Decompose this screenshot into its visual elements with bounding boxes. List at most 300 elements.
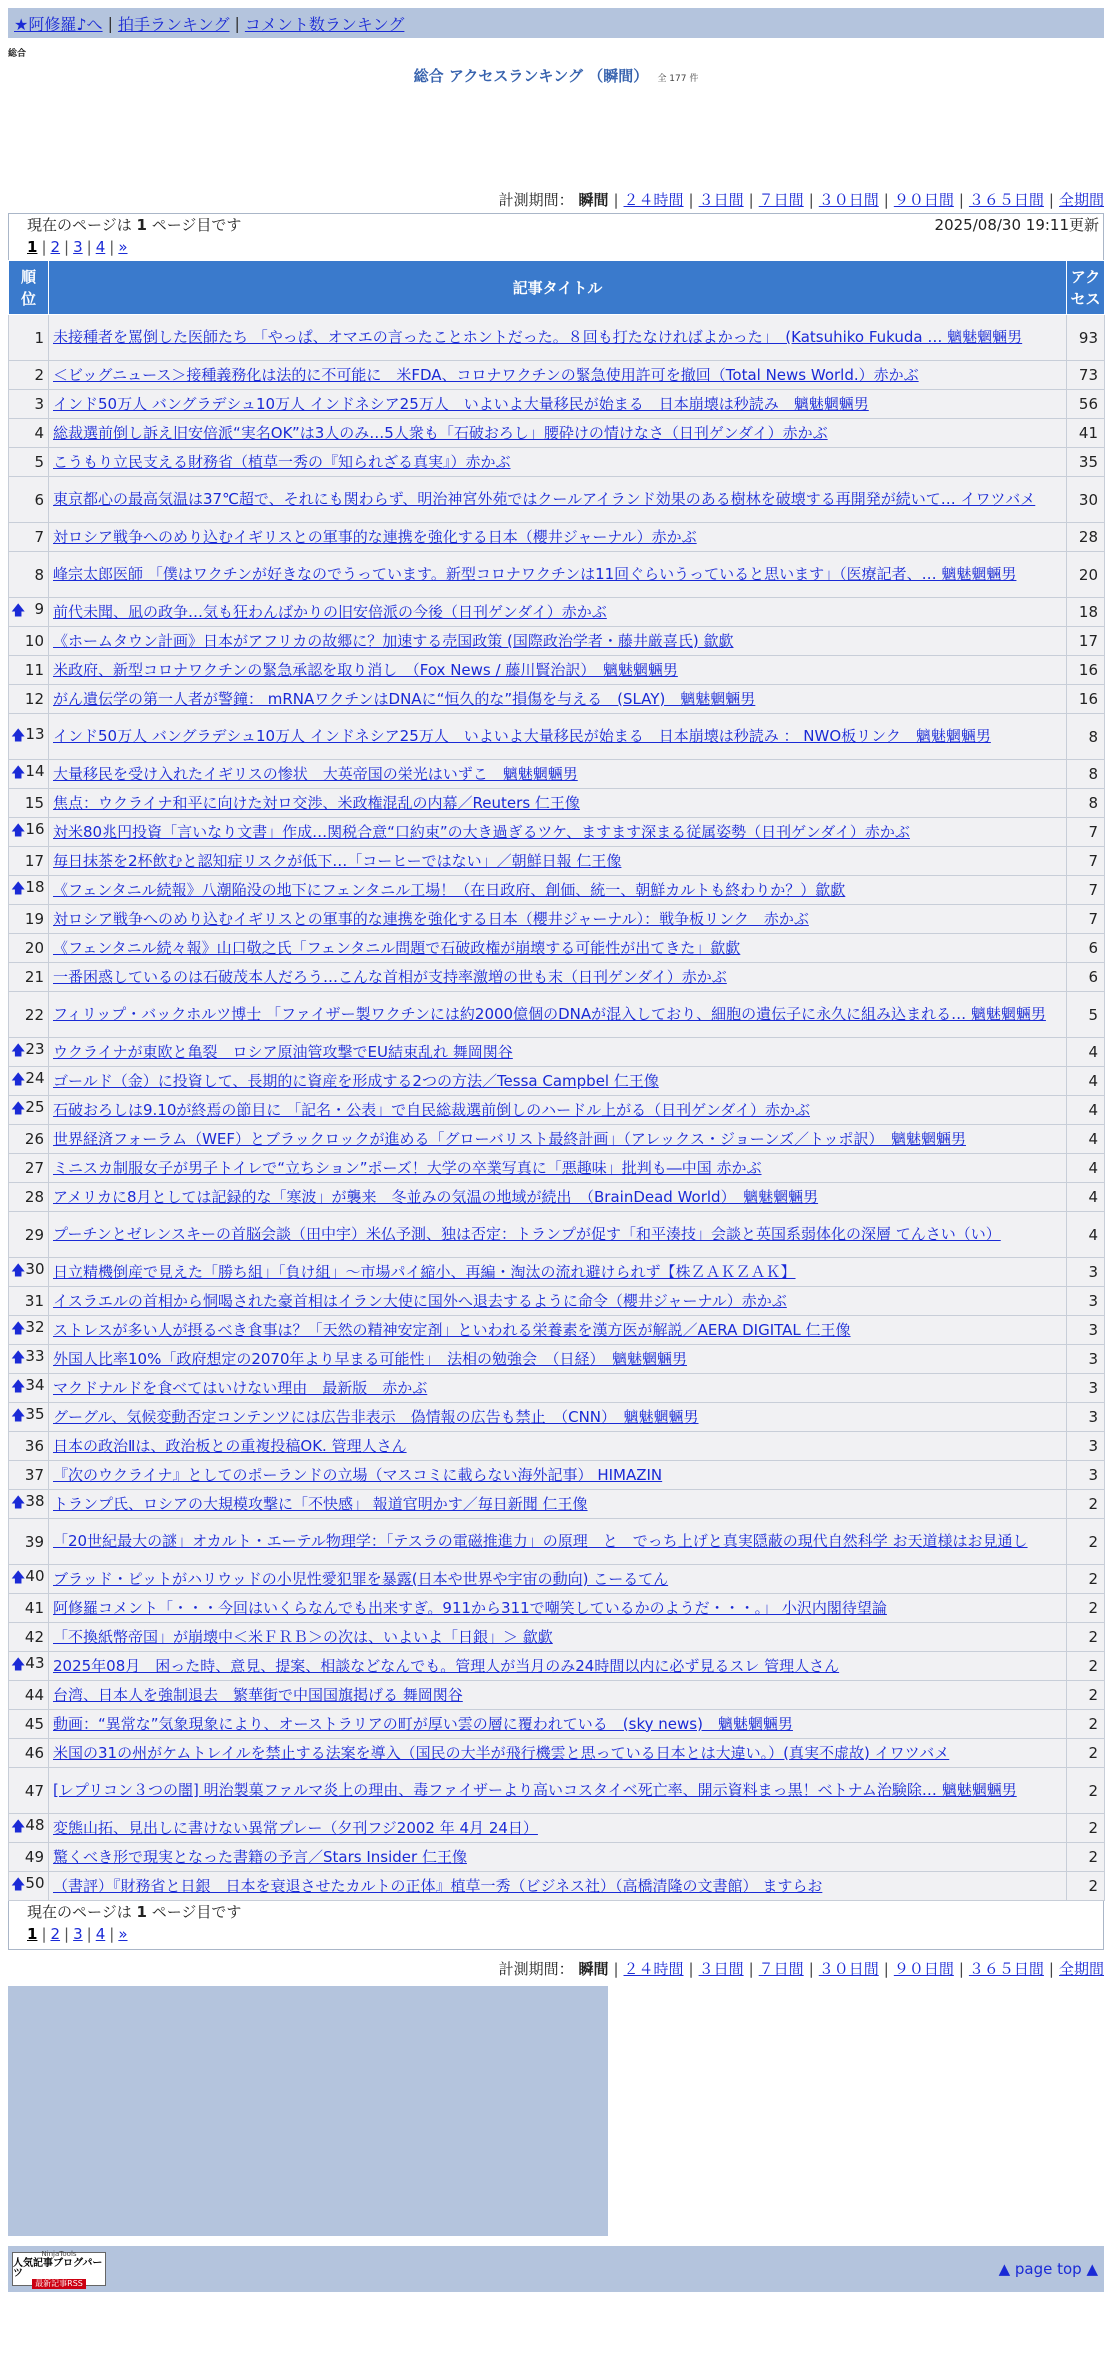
access-count: 17 [1067,627,1105,656]
access-count: 73 [1067,361,1105,390]
access-count: 2 [1067,1872,1105,1901]
access-count: 16 [1067,656,1105,685]
title-cell [49,448,1067,477]
table-row [9,598,1105,627]
table-row [9,876,1105,905]
table-row [9,1519,1105,1565]
title-cell [49,1814,1067,1843]
table-row [9,1652,1105,1681]
article-link[interactable]: アメリカに8月としては記録的な「寒波」が襲来 冬並みの気温の地域が続出 （BrainDead World） 魑魅魍魎男 [53,1187,819,1206]
up-arrow-icon: 🡅 [11,881,26,897]
rank-cell [9,1843,49,1872]
table-row [9,1374,1105,1403]
access-count: 16 [1067,685,1105,714]
page-separator: | [109,238,115,256]
rank-number: 32 [25,1318,45,1336]
article-link[interactable]: ウクライナが東欧と亀裂 ロシア原油管攻撃でEU結束乱れ 舞岡関谷 [53,1042,513,1061]
rank-number: 5 [34,453,44,471]
rank-cell [9,477,49,523]
title-cell [49,818,1067,847]
rank-number: 30 [25,1260,45,1278]
title-cell [49,1067,1067,1096]
table-row [9,1843,1105,1872]
page-link[interactable]: 2 [50,238,61,256]
rank-number: 36 [24,1437,44,1455]
ninja-tools-logo[interactable]: NinjaTools 人気記事ブログパーツ 最新記事RSS [12,2252,106,2286]
article-link[interactable]: 《フェンタニル続報》八潮陥没の地下にフェンタニル工場！（在日政府、創価、統一、朝鮮カルトも終わりか？）歙歔 [53,880,846,899]
rank-cell [9,552,49,598]
rank-number: 18 [25,878,45,896]
rank-cell [9,419,49,448]
rank-cell [9,685,49,714]
rank-number: 14 [25,762,45,780]
article-link[interactable]: （書評）『財務省と日銀 日本を衰退させたカルトの正体』植草一秀（ビジネス社）（高橋清隆の文書館） ますらお [53,1876,823,1895]
pager-top [8,213,1104,260]
table-row [9,315,1105,361]
current-page-number: 1 [27,1925,38,1943]
article-link[interactable]: 対ロシア戦争へのめり込むイギリスとの軍事的な連携を強化する日本（櫻井ジャーナル）：戦争板リンク 赤かぶ [53,909,809,928]
period-link[interactable]: ９０日間 [893,191,954,209]
article-link[interactable]: 台湾、日本人を強制退去 繁華街で中国国旗掲げる 舞岡関谷 [53,1685,463,1704]
article-link[interactable]: 対ロシア戦争へのめり込むイギリスとの軍事的な連携を強化する日本（櫻井ジャーナル）赤かぶ [53,527,697,546]
article-link[interactable]: 毎日抹茶を2杯飲むと認知症リスクが低下…「コーヒーではない」／朝鮮日報 仁王像 [53,851,622,870]
rank-cell [9,656,49,685]
table-row [9,847,1105,876]
table-row [9,714,1105,760]
article-link[interactable]: トランプ氏、ロシアの大規模攻撃に「不快感」 報道官明かす／毎日新聞 仁王像 [53,1494,588,1513]
table-row [9,789,1105,818]
table-row [9,1710,1105,1739]
article-link[interactable]: 米政府、新型コロナワクチンの緊急承認を取り消し （Fox News / 藤川賢治訳） 魑魅魍魎男 [53,660,678,679]
article-link[interactable]: 「不換紙幣帝国」が崩壊中＜米ＦＲＢ＞の次は、いよいよ「日銀」＞ 歙歔 [53,1627,553,1646]
article-link[interactable]: 米国の31の州がケムトレイルを禁止する法案を導入（国民の大半が飛行機雲と思っている日本とは大違い。）(真実不虚故) イワツバメ [53,1743,950,1762]
rank-number: 46 [24,1744,44,1762]
updated-time: 2025/08/30 19:11更新 [934,216,1099,234]
ad-block [8,1986,608,2236]
rank-number: 37 [24,1466,44,1484]
period-link[interactable]: ３０日間 [818,1960,879,1978]
rank-number: 41 [24,1599,44,1617]
table-row [9,1565,1105,1594]
comment-ranking-link[interactable]: コメント数ランキング [244,14,405,34]
table-row [9,1067,1105,1096]
rank-number: 42 [24,1628,44,1646]
rank-cell [9,1374,49,1403]
title-cell [49,1316,1067,1345]
access-count: 2 [1067,1565,1105,1594]
table-row [9,760,1105,789]
access-count: 3 [1067,1461,1105,1490]
rank-number: 4 [34,424,44,442]
access-count: 7 [1067,818,1105,847]
table-row [9,1872,1105,1901]
rank-cell [9,1739,49,1768]
rank-number: 11 [24,661,44,679]
up-arrow-icon: 🡅 [11,1263,26,1279]
access-count: 4 [1067,1183,1105,1212]
article-link[interactable]: ゴールド（金）に投資して、長期的に資産を形成する2つの方法／Tessa Campbel 仁王像 [53,1071,659,1090]
rank-cell [9,315,49,361]
table-row [9,963,1105,992]
rank-cell [9,1183,49,1212]
rank-cell [9,1814,49,1843]
article-link[interactable]: こうもり立民支える財務省（植草一秀の『知られざる真実』）赤かぶ [53,452,511,471]
rank-number: 10 [24,632,44,650]
title-header: 記事タイトル [49,261,1067,315]
article-link[interactable]: 「20世紀最大の謎」オカルト・エーテル物理学：「テスラの電磁推進力」の原理 と でっち上げと真実隠蔽の現代自然科学 お天道様はお見通し [53,1532,1028,1550]
period-link[interactable]: 全期間 [1058,1960,1104,1978]
page-separator: | [86,1925,92,1943]
rank-cell [9,1125,49,1154]
article-link[interactable]: 2025年08月 困った時、意見、提案、相談などなんでも。管理人が当月のみ24時間以内に必ず見るスレ 管理人さん [53,1656,840,1675]
up-arrow-icon: 🡅 [11,727,26,744]
rank-cell [9,992,49,1038]
page-top-link[interactable]: ▲ page top ▲ [998,2260,1098,2278]
table-row [9,1096,1105,1125]
rank-cell [9,1565,49,1594]
table-row [9,1345,1105,1374]
article-link[interactable]: フィリップ・バックホルツ博士 「ファイザー製ワクチンには約2000億個のDNAが混入しており、細胞の遺伝子に永久に組み込まれる… 魑魅魍魎男 [53,1005,1046,1023]
title-cell [49,419,1067,448]
article-link[interactable]: 『次のウクライナ』としてのポーランドの立場（マスコミに載らない海外記事） HIMAZIN [53,1465,663,1484]
rank-number: 27 [24,1159,44,1177]
period-link[interactable]: ３６５日間 [968,191,1044,209]
period-link[interactable]: ３０日間 [818,191,879,209]
title-cell [49,1565,1067,1594]
article-link[interactable]: 世界経済フォーラム（WEF）とブラックロックが進める「グローバリスト最終計画」（アレックス・ジョーンズ／トッポ訳） 魑魅魍魎男 [53,1129,966,1148]
title-cell [49,1461,1067,1490]
ad-space [0,87,1112,187]
rank-number: 3 [34,395,44,413]
article-link[interactable]: 《ホームタウン計画》日本がアフリカの故郷に？加速する売国政策 (国際政治学者・藤井厳喜氏) 歙歔 [53,631,734,650]
article-link[interactable]: 総裁選前倒し訴え旧安倍派“実名OK”は3人のみ…5人衆も「石破おろし」腰砕けの情けなさ（日刊ゲンダイ）赤かぶ [53,423,828,442]
period-separator: | [958,191,964,209]
table-row [9,1814,1105,1843]
rank-number: 25 [25,1098,45,1116]
period-link[interactable]: 全期間 [1058,191,1104,209]
article-link[interactable]: ミニスカ制服女子が男子トイレで“立ちション”ポーズ！大学の卒業写真に「悪趣味」批判も―中国 赤かぶ [53,1158,762,1177]
rank-number: 31 [24,1292,44,1310]
rank-header: 順位 [9,261,49,315]
page-link[interactable]: » [118,238,128,256]
article-link[interactable]: イスラエルの首相から恫喝された豪首相はイラン大使に国外へ退去するように命令（櫻井ジャーナル）赤かぶ [53,1291,787,1310]
period-current: 瞬間 [578,191,609,209]
page-title [0,65,1112,87]
access-count: 8 [1067,789,1105,818]
period-separator: | [1048,1960,1054,1978]
title-cell [49,963,1067,992]
article-link[interactable]: 驚くべき形で現実となった書籍の予言／Stars Insider 仁王像 [53,1847,467,1866]
access-count: 2 [1067,1652,1105,1681]
rank-number: 28 [24,1188,44,1206]
period-link[interactable]: ２４時間 [623,191,684,209]
article-link[interactable]: 動画：“異常な”気象現象により、オーストラリアの町が厚い雲の層に覆われている (sky news) 魑魅魍魎男 [53,1714,793,1733]
access-count: 3 [1067,1432,1105,1461]
period-selector-bottom [8,1956,1104,1982]
page-link[interactable]: 2 [50,1925,61,1943]
rank-number: 15 [24,794,44,812]
rank-number: 17 [24,852,44,870]
article-link[interactable]: 外国人比率10%「政府想定の2070年より早まる可能性」 法相の勉強会 （日経） 魑魅魍魎男 [53,1349,688,1368]
rank-cell [9,1872,49,1901]
article-link[interactable]: 大量移民を受け入れたイギリスの惨状 大英帝国の栄光はいずこ 魑魅魍魎男 [53,764,578,783]
up-arrow-icon: 🡅 [11,1379,26,1395]
title-cell [49,627,1067,656]
access-count: 6 [1067,934,1105,963]
title-cell [49,1125,1067,1154]
rank-cell [9,627,49,656]
page-link[interactable]: » [118,1925,128,1943]
table-row [9,419,1105,448]
rank-number: 9 [34,600,44,618]
rank-cell [9,1681,49,1710]
table-row [9,1038,1105,1067]
article-link[interactable]: 前代未聞、凪の政争…気も狂わんばかりの旧安倍派の今後（日刊ゲンダイ）赤かぶ [53,602,607,621]
period-selector-top [8,187,1104,213]
access-count: 2 [1067,1814,1105,1843]
rank-cell [9,390,49,419]
period-link[interactable]: ７日間 [758,1960,804,1978]
page-separator: | [41,238,47,256]
up-arrow-icon: 🡅 [11,1321,26,1337]
article-link[interactable]: インド50万人 バングラデシュ10万人 インドネシア25万人 いよいよ大量移民が始まる 日本崩壊は秒読み ： NWO板リンク 魑魅魍魎男 [53,727,991,745]
rank-number: 47 [24,1781,44,1800]
up-arrow-icon: 🡅 [11,1101,26,1117]
title-cell [49,1154,1067,1183]
up-arrow-icon: 🡅 [11,1408,26,1424]
page-link[interactable]: 3 [73,238,83,256]
period-separator: | [613,1960,619,1978]
period-link[interactable]: ２４時間 [623,1960,684,1978]
page-link[interactable]: 3 [73,1925,83,1943]
rank-number: 7 [34,528,44,546]
ranking-table [8,260,1105,1901]
article-link[interactable]: マクドナルドを食べてはいけない理由 最新版 赤かぶ [53,1378,428,1397]
title-cell [49,1739,1067,1768]
title-cell [49,1768,1067,1814]
footer [8,2246,1104,2292]
title-cell [49,1374,1067,1403]
table-row [9,1623,1105,1652]
access-count: 4 [1067,1038,1105,1067]
rank-cell [9,1461,49,1490]
table-row [9,390,1105,419]
access-count: 6 [1067,963,1105,992]
article-link[interactable]: 対米80兆円投資「言いなり文書」作成…関税合意“口約束”の大き過ぎるツケ、ますます深まる従属姿勢（日刊ゲンダイ）赤かぶ [53,822,910,841]
pager-bottom [8,1901,1104,1950]
current-page-text: 現在のページは 1 ページ目です [27,1903,242,1921]
page-separator: | [109,1925,115,1943]
access-count: 7 [1067,905,1105,934]
rank-cell [9,448,49,477]
article-link[interactable]: ＜ビッグニュース＞接種義務化は法的に不可能に 米FDA、コロナワクチンの緊急使用許可を撤回（Total News World.）赤かぶ [53,365,919,384]
rank-cell [9,760,49,789]
title-cell [49,992,1067,1038]
table-row [9,992,1105,1038]
rank-cell [9,1652,49,1681]
rank-number: 21 [24,968,44,986]
access-count: 2 [1067,1490,1105,1519]
table-row [9,1681,1105,1710]
table-row [9,627,1105,656]
rank-cell [9,1345,49,1374]
access-count: 28 [1067,523,1105,552]
table-row [9,818,1105,847]
article-link[interactable]: プーチンとゼレンスキーの首脳会談（田中宇）米仏予測、独は否定：トランプが促す「和平湊技」会談と英国系弱体化の深層 てんさい（い） [53,1225,1001,1243]
article-link[interactable]: 石破おろしは9.10が終焉の節目に 「記名・公表」で自民総裁選前倒しのハードル上がる（日刊ゲンダイ）赤かぶ [53,1100,810,1119]
article-link[interactable]: 《フェンタニル続々報》山口敬之氏「フェンタニル問題で石破政権が崩壊する可能性が出てきた」歙歔 [53,938,741,957]
rank-number: 44 [24,1686,44,1704]
period-current: 瞬間 [578,1960,609,1978]
period-link[interactable]: ９０日間 [893,1960,954,1978]
page-separator: | [64,238,70,256]
page-link[interactable]: 4 [95,1925,106,1943]
title-cell [49,598,1067,627]
article-link[interactable]: がん遺伝学の第一人者が警鐘： mRNAワクチンはDNAに“恒久的な”損傷を与える (SLAY) 魑魅魍魎男 [53,689,756,708]
title-cell [49,477,1067,523]
article-link[interactable]: 一番困惑しているのは石破茂本人だろう…こんな首相が支持率激増の世も末（日刊ゲンダイ）赤かぶ [53,967,727,986]
table-row [9,1739,1105,1768]
title-cell [49,1212,1067,1258]
home-link[interactable]: ★阿修羅♪へ [14,14,103,34]
up-arrow-icon: 🡅 [11,603,26,619]
rank-cell [9,1519,49,1565]
rank-number: 24 [25,1069,45,1087]
table-row [9,1461,1105,1490]
title-cell [49,1652,1067,1681]
title-cell [49,847,1067,876]
rank-number: 34 [25,1376,45,1394]
page-title-text: 総合 アクセスランキング （瞬間） [413,67,649,85]
top-nav [8,8,1104,38]
rank-cell [9,1768,49,1814]
title-cell [49,1681,1067,1710]
period-link[interactable]: ３日間 [698,191,744,209]
access-count: 3 [1067,1374,1105,1403]
rank-cell [9,1154,49,1183]
page-links [27,1923,1099,1945]
rank-number: 39 [24,1532,44,1551]
rank-number: 33 [25,1347,45,1365]
rank-number: 12 [24,690,44,708]
article-link[interactable]: ストレスが多い人が摂るべき食事は？「天然の精神安定剤」といわれる栄養素を漢方医が解説／AERA DIGITAL 仁王像 [53,1320,851,1339]
title-cell [49,1038,1067,1067]
access-count: 3 [1067,1403,1105,1432]
access-count: 3 [1067,1316,1105,1345]
period-link[interactable]: ７日間 [758,191,804,209]
article-link[interactable]: 日本の政治Ⅱは、政治板との重複投稿OK. 管理人さん [53,1436,407,1455]
nav-separator: | [107,13,113,33]
title-cell [49,315,1067,361]
rank-number: 45 [24,1715,44,1733]
up-arrow-icon: 🡅 [11,1043,26,1059]
rank-cell [9,1432,49,1461]
access-count: 35 [1067,448,1105,477]
article-link[interactable]: 焦点：ウクライナ和平に向けた対ロ交渉、米政権混乱の内幕／Reuters 仁王像 [53,793,580,812]
period-separator: | [688,1960,694,1978]
title-cell [49,390,1067,419]
period-separator: | [808,1960,814,1978]
access-count: 4 [1067,1096,1105,1125]
access-count: 8 [1067,760,1105,789]
rank-cell [9,1403,49,1432]
rank-cell [9,876,49,905]
title-cell [49,1623,1067,1652]
table-row [9,1125,1105,1154]
table-row [9,1432,1105,1461]
up-arrow-icon: 🡅 [11,1495,26,1511]
access-count: 3 [1067,1258,1105,1287]
rank-cell [9,963,49,992]
period-separator: | [613,191,619,209]
article-link[interactable]: 日立精機倒産で見えた「勝ち組」「負け組」～市場パイ縮小、再編・淘汰の流れ避けられず【株ＺＡＫＺＡＫ】 [53,1262,796,1281]
total-count: 全 177 件 [657,74,699,84]
article-link[interactable]: 未接種者を罵倒した医師たち 「やっぱ、オマエの言ったことホントだった。８回も打たなければよかった」 (Katsuhiko Fukuda … 魑魅魍魎男 [53,328,1023,346]
table-row [9,905,1105,934]
title-cell [49,789,1067,818]
access-count: 4 [1067,1067,1105,1096]
rank-number: 20 [24,939,44,957]
rank-cell [9,934,49,963]
rank-number: 26 [24,1130,44,1148]
article-link[interactable]: インド50万人 バングラデシュ10万人 インドネシア25万人 いよいよ大量移民が始まる 日本崩壊は秒読み 魑魅魍魎男 [53,394,869,413]
title-cell [49,1519,1067,1565]
table-row [9,523,1105,552]
period-separator: | [808,191,814,209]
article-link[interactable]: 峰宗太郎医師 「僕はワクチンが好きなのでうっています。新型コロナワクチンは11回ぐらいうっていると思います」（医療記者、… 魑魅魍魎男 [53,565,1017,583]
article-link[interactable]: ブラッド・ピットがハリウッドの小児性愛犯罪を暴露(日本や世界や宇宙の動向) こーるてん [53,1569,669,1588]
rank-cell [9,1287,49,1316]
clap-ranking-link[interactable]: 拍手ランキング [117,14,230,34]
access-count: 41 [1067,419,1105,448]
access-count: 3 [1067,1345,1105,1374]
table-row [9,448,1105,477]
rank-cell [9,714,49,760]
table-row [9,1490,1105,1519]
title-cell [49,1594,1067,1623]
rank-number: 49 [24,1848,44,1866]
page-link[interactable]: 4 [95,238,106,256]
rank-cell [9,1212,49,1258]
access-count: 2 [1067,1519,1105,1565]
page-separator: | [41,1925,47,1943]
page-separator: | [64,1925,70,1943]
rank-number: 19 [24,910,44,928]
article-link[interactable]: 阿修羅コメント「・・・今回はいくらなんでも出来すぎ。911から311で嘲笑しているかのようだ・・・。」 小沢内閣待望論 [53,1598,887,1617]
rank-cell [9,523,49,552]
article-link[interactable]: 東京都心の最高気温は37℃超で、それにも関わらず、明治神宮外苑ではクールアイランド効果のある樹林を破壊する再開発が続いて… イワツバメ [53,490,1036,508]
article-link[interactable]: [レプリコン３つの闇] 明治製菓ファルマ炎上の理由、毒ファイザーより高いコスタイベ死亡率、開示資料まっ黒！ベトナム治験除… 魑魅魍魎男 [53,1781,1017,1799]
rank-number: 50 [25,1874,45,1892]
article-link[interactable]: 変態山拓、見出しに書けない異常プレー（夕刊フジ2002 年 4月 24日） [53,1818,538,1837]
table-row [9,656,1105,685]
period-separator: | [748,191,754,209]
table-row [9,1183,1105,1212]
table-row [9,1154,1105,1183]
period-separator: | [958,1960,964,1978]
rank-cell [9,1096,49,1125]
title-cell [49,760,1067,789]
period-link[interactable]: ３６５日間 [968,1960,1044,1978]
period-separator: | [883,1960,889,1978]
article-link[interactable]: グーグル、気候変動否定コンテンツには広告非表示 偽情報の広告も禁止 （CNN） 魑魅魍魎男 [53,1407,699,1426]
page-links [27,236,1099,258]
title-cell [49,1403,1067,1432]
title-cell [49,1287,1067,1316]
rank-cell [9,1258,49,1287]
period-link[interactable]: ３日間 [698,1960,744,1978]
table-row [9,1403,1105,1432]
